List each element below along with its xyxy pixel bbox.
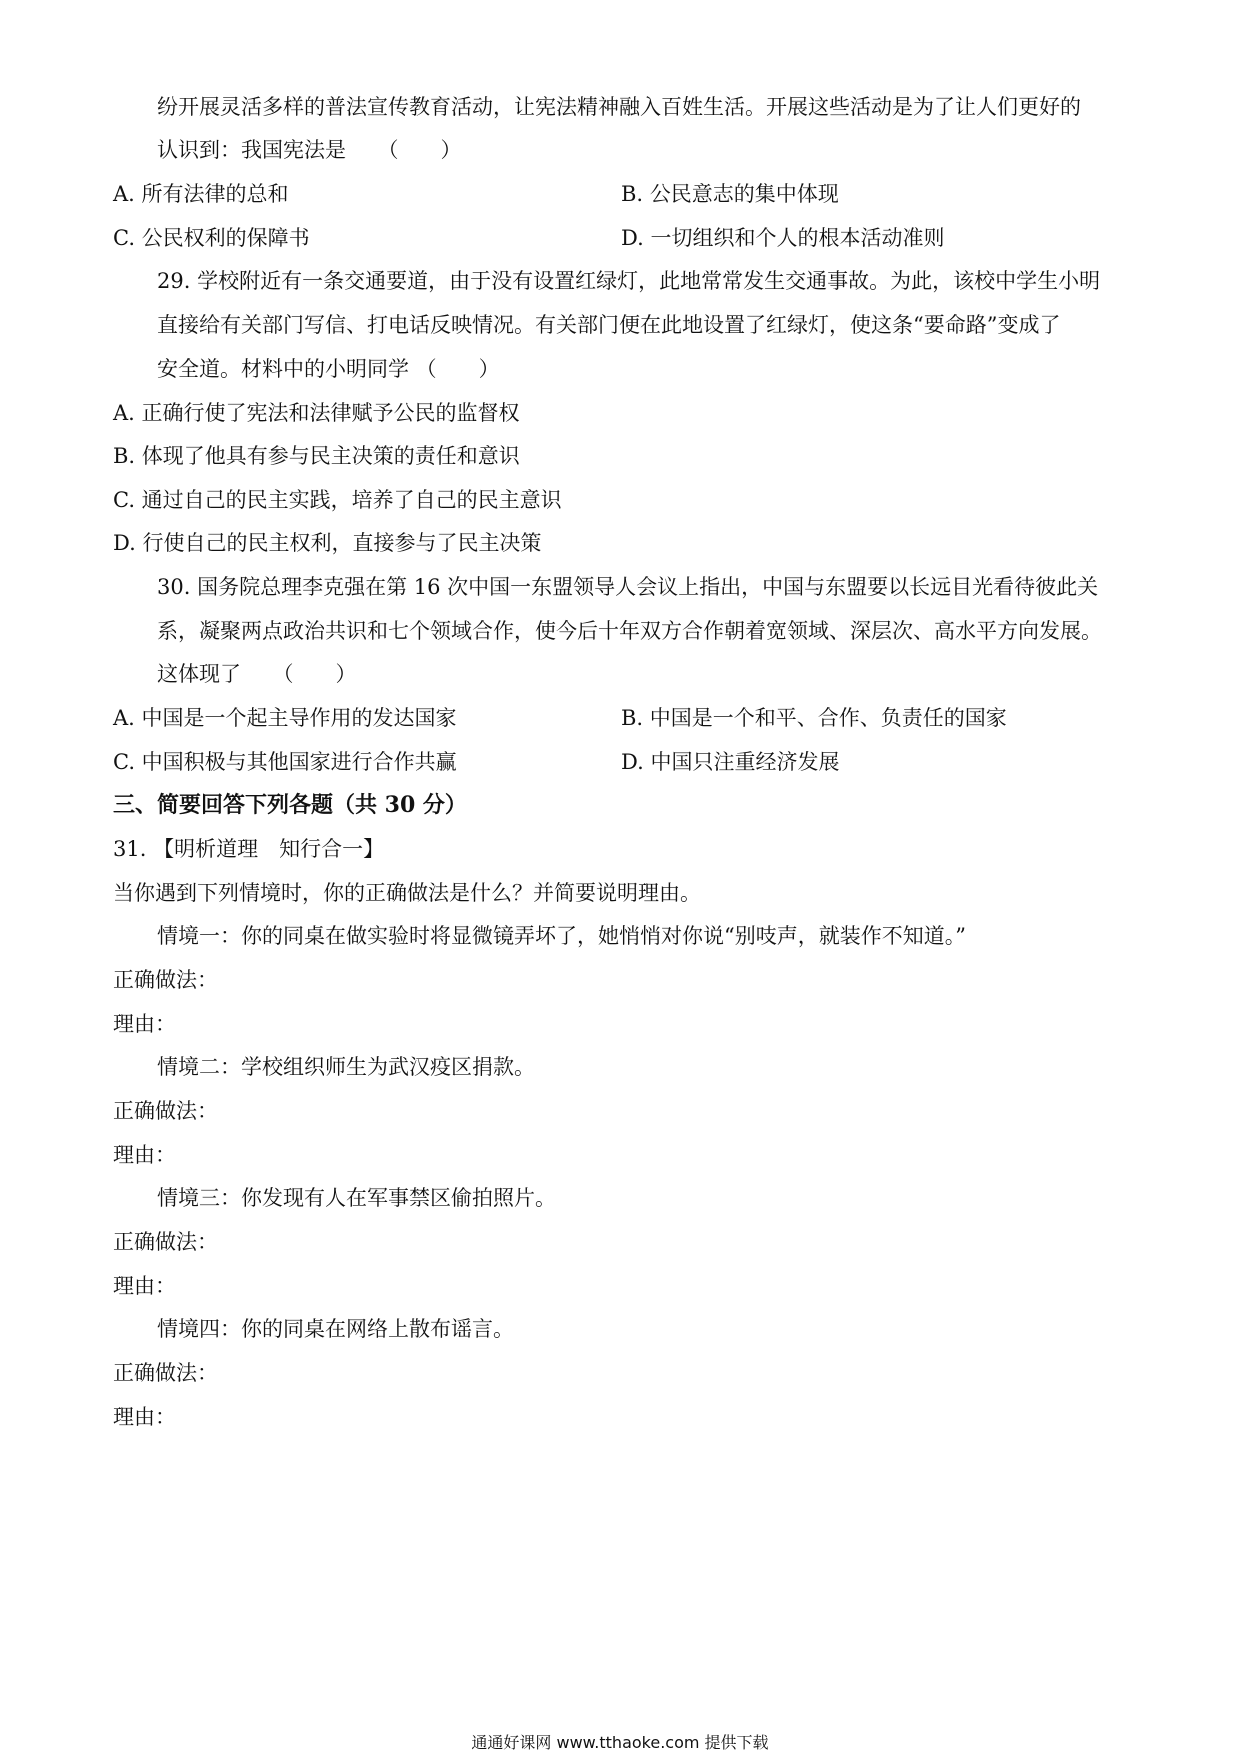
q28-option-c: C. 公民权利的保障书 — [113, 226, 310, 250]
q29-line1: 29. 学校附近有一条交通要道，由于没有设置红绿灯，此地常常发生交通事故。为此，该校中学生小明 — [157, 269, 1101, 293]
q30-option-a: A. 中国是一个起主导作用的发达国家 — [113, 706, 457, 730]
q28-line1: 纷开展灵活多样的普法宣传教育活动，让宪法精神融入百姓生活。开展这些活动是为了让人们更好的 — [157, 95, 1081, 119]
answer-label-2: 正确做法： — [113, 1099, 218, 1123]
scenario-4: 情境四：你的同桌在网络上散布谣言。 — [157, 1317, 514, 1341]
q29-option-b: B. 体现了他具有参与民主决策的责任和意识 — [113, 444, 520, 468]
answer-label-3: 正确做法： — [113, 1230, 218, 1254]
answer-label-1: 正确做法： — [113, 968, 218, 992]
reason-label-4: 理由： — [113, 1405, 176, 1429]
section-heading: 三、简要回答下列各题（共 30 分） — [113, 792, 467, 818]
q31-title: 31. 【明析道理 知行合一】 — [113, 837, 385, 861]
scenario-2: 情境二：学校组织师生为武汉疫区捐款。 — [157, 1055, 535, 1079]
q29-option-a: A. 正确行使了宪法和法律赋予公民的监督权 — [113, 401, 520, 425]
q28-option-d: D. 一切组织和个人的根本活动准则 — [621, 226, 945, 250]
q28-option-a: A. 所有法律的总和 — [113, 182, 289, 206]
scenario-1: 情境一：你的同桌在做实验时将显微镜弄坏了，她悄悄对你说“别吱声，就装作不知道。” — [157, 924, 966, 948]
q30-line1: 30. 国务院总理李克强在第 16 次中国一东盟领导人会议上指出，中国与东盟要以长远目光看待彼此关 — [157, 575, 1099, 599]
reason-label-1: 理由： — [113, 1012, 176, 1036]
q30-line3: 这体现了 （ ） — [157, 662, 357, 686]
q29-option-d: D. 行使自己的民主权利，直接参与了民主决策 — [113, 531, 542, 555]
q30-line2: 系，凝聚两点政治共识和七个领域合作，使今后十年双方合作朝着宽领域、深层次、高水平方向发展。 — [157, 619, 1102, 643]
q28-line2: 认识到：我国宪法是 （ ） — [157, 138, 462, 162]
q31-prompt: 当你遇到下列情境时，你的正确做法是什么？并简要说明理由。 — [113, 881, 701, 905]
reason-label-2: 理由： — [113, 1143, 176, 1167]
reason-label-3: 理由： — [113, 1274, 176, 1298]
q30-option-d: D. 中国只注重经济发展 — [621, 750, 840, 774]
scenario-3: 情境三：你发现有人在军事禁区偷拍照片。 — [157, 1186, 556, 1210]
page-footer: 通通好课网 www.tthaoke.com 提供下载 — [471, 1733, 769, 1752]
q29-option-c: C. 通过自己的民主实践，培养了自己的民主意识 — [113, 488, 562, 512]
q28-option-b: B. 公民意志的集中体现 — [621, 182, 839, 206]
q29-line3: 安全道。材料中的小明同学 （ ） — [157, 357, 500, 381]
answer-label-4: 正确做法： — [113, 1361, 218, 1385]
q30-option-b: B. 中国是一个和平、合作、负责任的国家 — [621, 706, 1007, 730]
q29-line2: 直接给有关部门写信、打电话反映情况。有关部门便在此地设置了红绿灯，使这条“要命路”变成了 — [157, 313, 1061, 337]
q30-option-c: C. 中国积极与其他国家进行合作共赢 — [113, 750, 457, 774]
